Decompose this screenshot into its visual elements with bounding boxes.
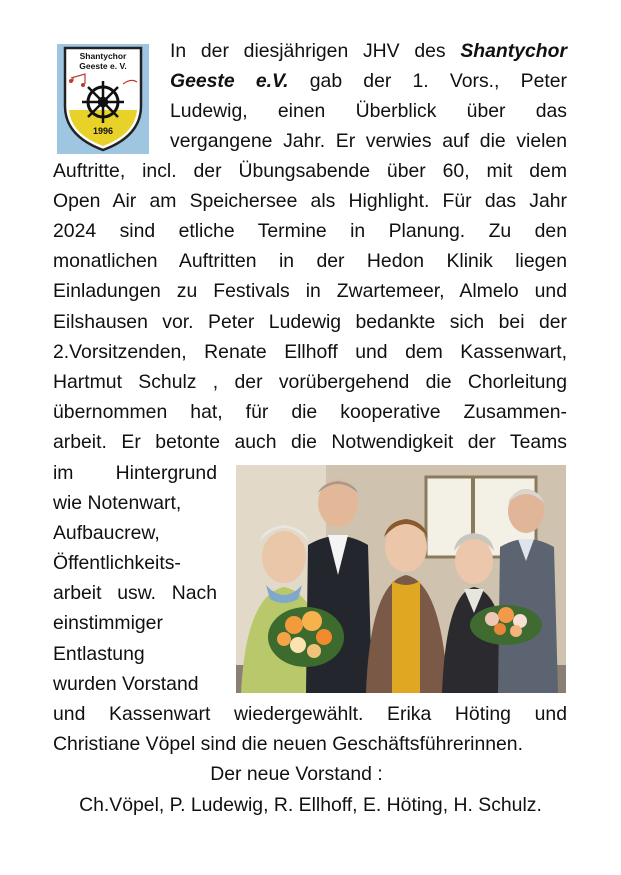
caption-names: Ch.Vöpel, P. Ludewig, R. Ellhoff, E. Höting, H. Schulz. <box>79 794 542 816</box>
text-line: übernommen hat, für die kooperative Zusammen- <box>53 401 567 423</box>
text-line: Geeste e.V. gab der 1. Vors., Peter <box>170 70 567 92</box>
ship-wheel-icon <box>82 81 124 123</box>
logo-name-line1: Shantychor <box>79 51 127 61</box>
text-line: einstimmiger <box>53 612 163 634</box>
flower-bouquet-left <box>268 607 344 667</box>
board-group-photo <box>236 465 566 693</box>
text-line: und Kassenwart wiedergewählt. Erika Höting und <box>53 703 567 725</box>
text-line: 2024 sind etliche Termine in Planung. Zu den <box>53 220 567 242</box>
flower-bouquet-right <box>470 605 542 645</box>
caption-title: Der neue Vorstand : <box>210 763 383 785</box>
text-line: Aufbaucrew, <box>53 522 160 544</box>
text-line: Open Air am Speichersee als Highlight. Für das Jahr <box>53 190 567 212</box>
text-line: im Hintergrund <box>53 462 217 484</box>
text-line: Öffentlichkeits- <box>53 552 181 574</box>
text-line: Auftritte, incl. der Übungsabende über 60, mit dem <box>53 160 567 182</box>
text-line: monatlichen Auftritten in der Hedon Klinik liegen <box>53 250 567 272</box>
text-line: 2.Vorsitzenden, Renate Ellhoff und dem Kassenwart, <box>53 341 567 363</box>
text-line: Ludewig, einen Überblick über das <box>170 100 567 122</box>
text-line: In der diesjährigen JHV des Shantychor <box>170 40 567 62</box>
logo-name-line2: Geeste e. V. <box>79 61 127 71</box>
text-line: Entlastung <box>53 643 145 665</box>
shantychor-logo <box>57 44 149 154</box>
text-line: Hartmut Schulz , der vorübergehend die Chorleitung <box>53 371 567 393</box>
text-line: Christiane Vöpel sind die neuen Geschäftsführerinnen. <box>53 733 523 755</box>
text-line: wurden Vorstand <box>53 673 199 695</box>
text-line: arbeit usw. Nach <box>53 582 217 604</box>
text-line: wie Notenwart, <box>53 492 182 514</box>
text-line: vergangene Jahr. Er verwies auf die vielen <box>170 130 567 152</box>
text-line: Einladungen zu Festivals in Zwartemeer, Almelo und <box>53 280 567 302</box>
text-line: Eilshausen vor. Peter Ludewig bedankte sich bei der <box>53 311 567 333</box>
text-line: arbeit. Er betonte auch die Notwendigkeit der Teams <box>53 431 567 453</box>
logo-year: 1996 <box>92 126 114 136</box>
